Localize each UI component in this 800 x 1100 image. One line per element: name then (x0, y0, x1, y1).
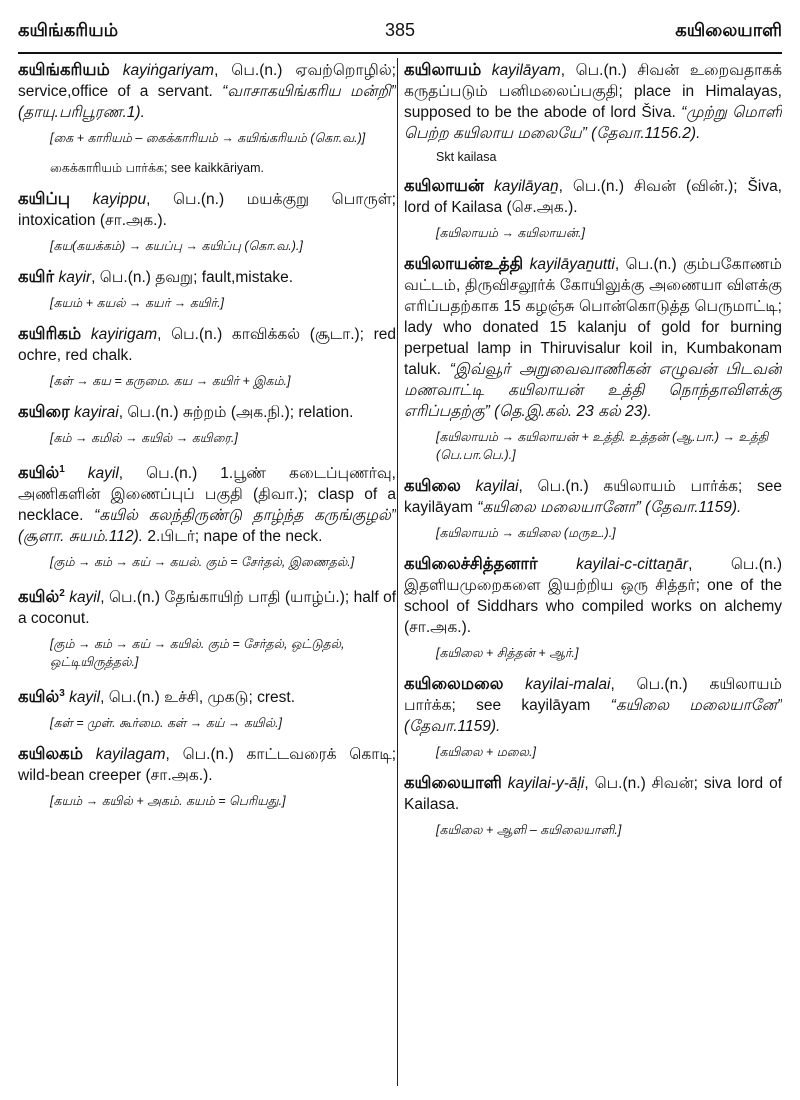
dictionary-entry (404, 60, 782, 144)
etymology: [கயிலை + ஆளி – கயிலையாளி.] (436, 823, 622, 837)
definition-text: , பெ.(n.) மயக்குறு பொருள்; intoxication (சா.அக.). (18, 191, 396, 229)
etymology: [கும் → கம் → கய் → கயல். கும் = சேர்தல், இணைதல்.] (50, 555, 355, 570)
citation-quote: “கயிலை மலையானோ” (தேவா.1159). (477, 499, 742, 516)
dictionary-entry (404, 674, 782, 737)
citation-quote: “கயில் கலந்திருண்டு தாழ்ந்த கருங்குழல்” (சூளா. சுயம்.112). (18, 507, 396, 546)
page-header (18, 14, 782, 50)
etymology: [கும் → கம் → கய் → கயில். கும் = சேர்தல், ஒட்டுதல், ஒட்டியிருத்தல்.] (50, 637, 345, 670)
etymology: [கயிலாயம் → கயிலாயன்.] (436, 226, 585, 240)
citation-quote: “வாசாகயிங்கரிய மன்றி” (தாயு.பரிபூரண.1). (18, 83, 396, 121)
citation-quote: “கயிலை மலையானே” (தேவா.1159). (404, 697, 782, 735)
headword: கயிங்கரியம் (18, 61, 110, 79)
dictionary-entry (18, 744, 396, 786)
transliteration: kayilāyam (491, 62, 561, 79)
etymology: [கயிலாயம் → கயிலை (மருஉ.).] (436, 526, 616, 540)
definition-text: , பெ.(n.) சிவன் (வின்.); Šiva, lord of Kailasa (செ.அக.). (404, 178, 782, 216)
headword: கயிலாயன் (404, 177, 484, 195)
definition-text: , பெ.(n.) கயிலாயம் பார்க்க; see kayilāyam (404, 676, 782, 714)
etymology: [கள் = முள். கூர்மை. கள் → கய் → கயில்.] (50, 716, 283, 731)
headword: கயிலையாளி (404, 774, 502, 792)
definition-text: , பெ.(n.) உச்சி, முகடு; crest. (100, 689, 296, 707)
headword: கயில் (18, 464, 60, 483)
column-divider (397, 58, 398, 1086)
transliteration: kayilagam (95, 746, 166, 764)
definition-text: , பெ.(n.) இதளியமுறைகளை இயற்றிய ஒரு சித்தர்; one of the school of Siddhars who compiled works on alchemy (சா.அக.). (404, 556, 782, 636)
dictionary-entry (18, 583, 396, 629)
headword: கயிலைமலை (404, 675, 504, 693)
etymology: [கயிலாயம் → கயிலாயன் + உத்தி. உத்தன் (ஆ.பா.) → உத்தி (பெ.பா.பெ.).] (436, 430, 769, 462)
definition-text: , பெ.(n.) சிவன் உறைவதாகக் கருதப்படும் பனிமலைப்பகுதி; place in Himalayas, supposed to be the abode of lord Šiva. (404, 62, 782, 121)
headword: கயிர் (18, 268, 55, 286)
header-rule (18, 52, 782, 54)
headword: கயிப்பு (18, 190, 71, 208)
running-head-left: கயிங்கரியம் (18, 20, 119, 40)
definition-text: 2.பிடர்; nape of the neck. (143, 528, 323, 546)
definition-text: , பெ.(n.) தேங்காயிற் பாதி (யாழ்ப்.); half of a coconut. (18, 589, 396, 628)
dictionary-entry (18, 267, 396, 288)
homonym-number: 2 (59, 588, 65, 600)
transliteration: kayilai-y-āḷi (507, 775, 585, 792)
definition-text: , பெ.(n.) தவறு; fault,mistake. (91, 269, 294, 286)
headword: கயிலகம் (18, 745, 84, 764)
dictionary-entry (404, 176, 782, 218)
definition-text: , பெ.(n.) கயிலாயம் பார்க்க; see kayilāyam (404, 478, 782, 516)
headword: கயிலாயம் (404, 61, 482, 79)
dictionary-entry (18, 459, 396, 547)
definition-text: , பெ.(n.) சுற்றம் (அக.நி.); relation. (118, 404, 354, 421)
etymology: [கயம் + கயல் → கயர் → கயிர்.] (50, 296, 225, 310)
dictionary-entry (18, 402, 396, 423)
citation-quote: “முற்று மொளி பெற்ற கயிலாய மலையே” (தேவா.1156.2). (404, 104, 782, 142)
transliteration: kayilai-c-cittaṉār (576, 556, 689, 573)
transliteration: kayirigam (90, 326, 158, 343)
citation-quote: “இவ்வூர் அறுவைவாணிகன் எழுவன் பிடவன் மணவாட்டி கயிலாயன் உத்தி நொந்தாவிளக்கு எரிப்பதற்கு” (தெ.இ.கல். 23 கல் 23). (404, 361, 782, 420)
definition-text: , பெ.(n.) 1.பூண் கடைப்புணர்வு, அணிகளின் இணைப்புப் பகுதி (திவா.); clasp of a necklace. (18, 465, 396, 525)
dictionary-entry (18, 324, 396, 366)
transliteration: kayil (69, 689, 101, 707)
homonym-number: 1 (59, 464, 65, 475)
headword: கயில் (18, 588, 60, 607)
definition-text: , பெ.(n.) காவிக்கல் (சூடா.); red ochre, red chalk. (18, 326, 396, 364)
dictionary-entry (404, 476, 782, 518)
left-column (18, 60, 396, 1086)
cross-reference: கைக்காரியம் பார்க்க; see kaikkāriyam. (50, 161, 264, 175)
etymology: [கை + காரியம் – கைக்காரியம் → கயிங்கரியம் (கொ.வ.)] (50, 131, 366, 145)
transliteration: kayilāyaṉ (493, 178, 559, 195)
transliteration: kayir (58, 269, 92, 286)
transliteration: kayilai (475, 478, 519, 495)
etymology: [கள் → கய = கருமை. கய → கயிர் + இகம்.] (50, 374, 291, 388)
headword: கயிலைச்சித்தனார் (404, 555, 538, 573)
headword: கயிரை (18, 403, 70, 421)
page-number: 385 (384, 20, 416, 40)
definition-text: , பெ.(n.) காட்டவரைக் கொடி; wild-bean creeper (சா.அக.). (18, 746, 396, 785)
definition-text: , பெ.(n.) ஏவற்றொழில்; service,office of a servant. (18, 62, 396, 100)
dictionary-entry (404, 773, 782, 815)
definition-text: , பெ.(n.) சிவன்; siva lord of Kailasa. (404, 775, 782, 813)
sanskrit-note: Skt kailasa (436, 150, 497, 164)
transliteration: kayippu (92, 191, 147, 208)
etymology: [கய(கயக்கம்) → கயப்பு → கயிப்பு (கொ.வ.).] (50, 239, 303, 253)
headword: கயிலாயன்உத்தி (404, 255, 524, 273)
dictionary-entry (404, 554, 782, 638)
dictionary-entry (18, 189, 396, 231)
definition-text: , பெ.(n.) கும்பகோணம் வட்டம், திருவிசலூர்க் கோயிலுக்கு அணையா விளக்கு எரிப்பதற்காக 15 கழஞ்சு பொன்கொடுத்த பெருமாட்டி; lady who donated 15 kalanju of gold for burning perpetual lamp in Thiruvisalur koil in, Kumbakonam taluk. (404, 256, 782, 378)
homonym-number: 3 (59, 688, 65, 700)
transliteration: kayil (69, 589, 101, 607)
headword: கயிலை (404, 477, 461, 495)
running-head-right: கயிலையாளி (675, 20, 782, 40)
dictionary-entry (18, 60, 396, 123)
dictionary-entry (18, 683, 396, 708)
etymology: [கயிலை + சித்தன் + ஆர்.] (436, 646, 579, 660)
etymology: [கயம் → கயில் + அகம். கயம் = பெரியது.] (50, 794, 286, 809)
etymology: [கயிலை + மலை.] (436, 745, 536, 759)
transliteration: kayiṅgariyam (122, 62, 215, 79)
transliteration: kayilāyaṉutti (529, 256, 615, 273)
transliteration: kayil (87, 465, 119, 483)
transliteration: kayirai (73, 404, 119, 421)
etymology: [கம் → கமில் → கயில் → கயிரை.] (50, 431, 238, 445)
headword: கயில் (18, 688, 60, 707)
transliteration: kayilai-malai (525, 676, 611, 693)
right-column (404, 60, 782, 1086)
headword: கயிரிகம் (18, 325, 82, 343)
dictionary-entry (404, 254, 782, 422)
